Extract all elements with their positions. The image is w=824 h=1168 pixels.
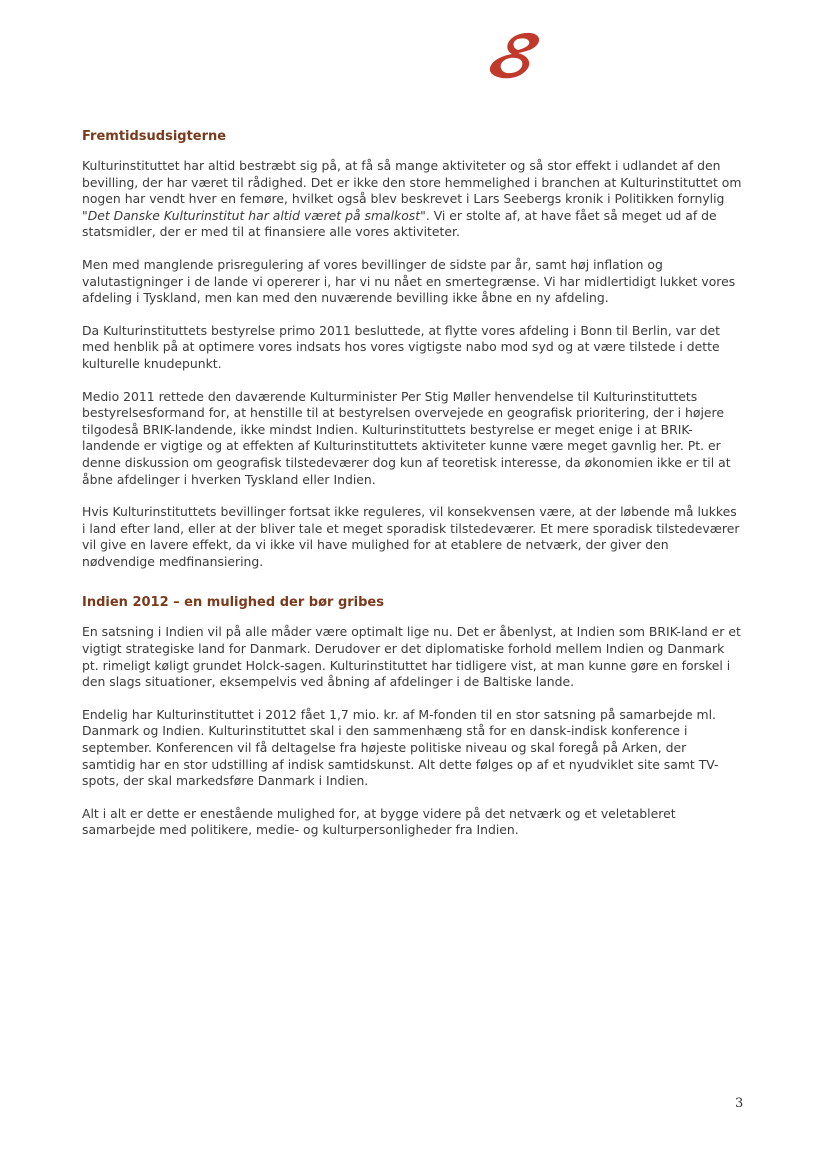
page-number: 3 [735, 1096, 744, 1111]
section-heading: Fremtidsudsigterne [82, 129, 227, 144]
section-heading: Indien 2012 – en mulighed der bør gribes [82, 595, 384, 611]
paragraph [82, 158, 742, 241]
paragraph: Medio 2011 rettede den daværende Kulturminister Per Stig Møller henvendelse til Kulturinstituttets bestyrelsesformand for, at henstille til at bestyrelsen overvejede en geografisk prioritering, der i højere tilgodeså BRIK-landende, ikke mindst Indien. Kulturinstituttets bestyrelse er meget enige i at BRIK-landende er vigtige og at effekten af Kulturinstituttets aktiviteter kunne være meget gavnlig her. Pt. er denne diskussion om geografisk tilstedeværer dog kun af teoretisk interesse, da økonomien ikke er til at åbne afdelinger i hverken Tyskland eller Indien. [82, 388, 731, 487]
paragraph: Men med manglende prisregulering af vores bevillinger de sidste par år, samt høj inflation og valutastigninger i de lande vi opererer i, har vi nu nået en smertegrænse. Vi har midlertidigt lukket vores afdeling i Tyskland, men kan med den nuværende bevilling ikke åbne en ny afdeling. [82, 256, 736, 306]
quote: "Det Danske Kulturinstitut har altid været på smalkost" [82, 207, 426, 223]
paragraph-text: . Vi er stolte af, at have fået så meget ud af de statsmidler, der er med til at finansiere alle vores aktiviteter. [82, 207, 717, 240]
paragraph-text: Kulturinstituttet har altid bestræbt sig på, at få så mange aktiviteter og så stor effekt i udlandet af den bevilling, der har været til rådighed. Det er ikke den store hemmelighed i branchen at Kulturinstituttet om nogen har vendt hver en femøre, hvilket også blev beskrevet i Lars Seebergs kronik i Politikken fornylig [82, 158, 742, 207]
paragraph: Da Kulturinstituttets bestyrelse primo 2011 besluttede, at flytte vores afdeling i Bonn til Berlin, var det med henblik på at optimere vores indsats hos vores vigtigste nabo mod syd og at være tilstede i dette kulturelle knudepunkt. [82, 322, 720, 371]
paragraph: En satsning i Indien vil på alle måder være optimalt lige nu. Det er åbenlyst, at Indien som BRIK-land er et vigtigt strategiske land for Danmark. Derudover er det diplomatiske forhold mellem Indien og Danmark pt. rimeligt køligt grundet Holck-sagen. Kulturinstituttet har tidligere vist, at man kunne gøre en forskel i den slags situationer, eksempelvis ved åbning af afdelinger i de Baltiske lande. [82, 624, 741, 690]
document-body [82, 128, 742, 855]
paragraph: Hvis Kulturinstituttets bevillinger fortsat ikke reguleres, vil konsekvensen være, at der løbende må lukkes i land efter land, eller at der bliver tale et meget sporadisk tilstedeværer. Et mere sporadisk tilstedeværer vil give en lavere effekt, da vi ikke vil have mulighed for at etablere de netværk, der giver den nødvendige medfinansiering. [82, 504, 740, 569]
paragraph: Endelig har Kulturinstituttet i 2012 fået 1,7 mio. kr. af M-fonden til en stor satsning på samarbejde ml. Danmark og Indien. Kulturinstituttet skal i den sammenhæng stå for en dansk-indisk konference i september. Konferencen vil få deltagelse fra højeste politiske niveau og skal foregå på Arken, der samtidig har en stor udstilling af indisk samtidskunst. Alt dette følges op af et nyudviklet site samt TV-spots, der skal markedsføre Danmark i Indien. [82, 706, 719, 789]
eight-logo-icon [478, 28, 548, 80]
paragraph: Alt i alt er dette er enestående mulighed for, at bygge videre på det netværk og et veletableret samarbejde med politikere, medie- og kulturpersonligheder fra Indien. [82, 805, 676, 838]
